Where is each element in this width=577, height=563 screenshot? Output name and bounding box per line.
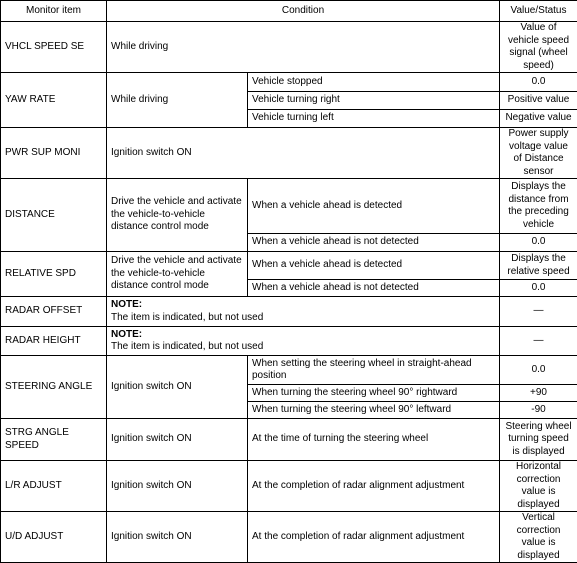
value-status: Steering wheel turning speed is displayed (500, 419, 577, 461)
condition: Ignition switch ON (107, 419, 248, 461)
table-row (1, 128, 577, 179)
header-value-status: Value/Status (500, 1, 577, 22)
condition: Ignition switch ON (107, 128, 500, 179)
value-status: 0.0 (500, 73, 577, 92)
monitor-item: RADAR OFFSET (1, 297, 107, 327)
value-status: Displays the distance from the preceding vehicle (500, 179, 577, 234)
value-status: 0.0 (500, 234, 577, 252)
table-row (1, 73, 577, 92)
note-label: NOTE: (111, 329, 495, 342)
value-status: -90 (500, 402, 577, 419)
table-row (1, 22, 577, 73)
header-condition: Condition (107, 1, 500, 22)
sub-condition: When a vehicle ahead is detected (248, 252, 500, 280)
table-row (1, 179, 577, 234)
value-status: — (500, 327, 577, 356)
value-status: +90 (500, 385, 577, 402)
table-row (1, 461, 577, 512)
note-label: NOTE: (111, 299, 495, 312)
monitor-item: YAW RATE (1, 73, 107, 128)
condition: Ignition switch ON (107, 356, 248, 419)
table-row (1, 327, 577, 356)
sub-condition: When turning the steering wheel 90° leftward (248, 402, 500, 419)
note-text: The item is indicated, but not used (111, 341, 263, 352)
monitor-item: DISTANCE (1, 179, 107, 252)
sub-condition: At the completion of radar alignment adjustment (248, 461, 500, 512)
monitor-item: U/D ADJUST (1, 512, 107, 563)
value-status: Negative value (500, 110, 577, 128)
value-status: Power supply voltage value of Distance sensor (500, 128, 577, 179)
condition: Ignition switch ON (107, 461, 248, 512)
condition: Ignition switch ON (107, 512, 248, 563)
condition: Drive the vehicle and activate the vehicle-to-vehicle distance control mode (107, 179, 248, 252)
condition-note (107, 297, 500, 327)
sub-condition: At the time of turning the steering wheel (248, 419, 500, 461)
table-row (1, 297, 577, 327)
monitor-item: STEERING ANGLE (1, 356, 107, 419)
condition-note (107, 327, 500, 356)
sub-condition: When setting the steering wheel in straight-ahead position (248, 356, 500, 385)
monitor-item: L/R ADJUST (1, 461, 107, 512)
sub-condition: Vehicle turning right (248, 92, 500, 110)
monitor-item: VHCL SPEED SE (1, 22, 107, 73)
value-status: Horizontal correction value is displayed (500, 461, 577, 512)
sub-condition: Vehicle turning left (248, 110, 500, 128)
monitor-item: STRG ANGLE SPEED (1, 419, 107, 461)
value-status: Displays the relative speed (500, 252, 577, 280)
value-status: 0.0 (500, 280, 577, 297)
header-monitor-item: Monitor item (1, 1, 107, 22)
monitor-item: RELATIVE SPD (1, 252, 107, 297)
table-row (1, 512, 577, 563)
table-row (1, 356, 577, 385)
table-row (1, 419, 577, 461)
sub-condition: When a vehicle ahead is not detected (248, 280, 500, 297)
sub-condition: Vehicle stopped (248, 73, 500, 92)
note-text: The item is indicated, but not used (111, 312, 263, 323)
condition: Drive the vehicle and activate the vehicle-to-vehicle distance control mode (107, 252, 248, 297)
value-status: Positive value (500, 92, 577, 110)
sub-condition: When a vehicle ahead is detected (248, 179, 500, 234)
value-status: — (500, 297, 577, 327)
value-status: Value of vehicle speed signal (wheel speed) (500, 22, 577, 73)
sub-condition: At the completion of radar alignment adjustment (248, 512, 500, 563)
table-header-row (1, 1, 577, 22)
value-status: 0.0 (500, 356, 577, 385)
table-row (1, 252, 577, 280)
condition: While driving (107, 73, 248, 128)
value-status: Vertical correction value is displayed (500, 512, 577, 563)
monitor-item: RADAR HEIGHT (1, 327, 107, 356)
monitor-item: PWR SUP MONI (1, 128, 107, 179)
condition: While driving (107, 22, 500, 73)
sub-condition: When a vehicle ahead is not detected (248, 234, 500, 252)
sub-condition: When turning the steering wheel 90° rightward (248, 385, 500, 402)
